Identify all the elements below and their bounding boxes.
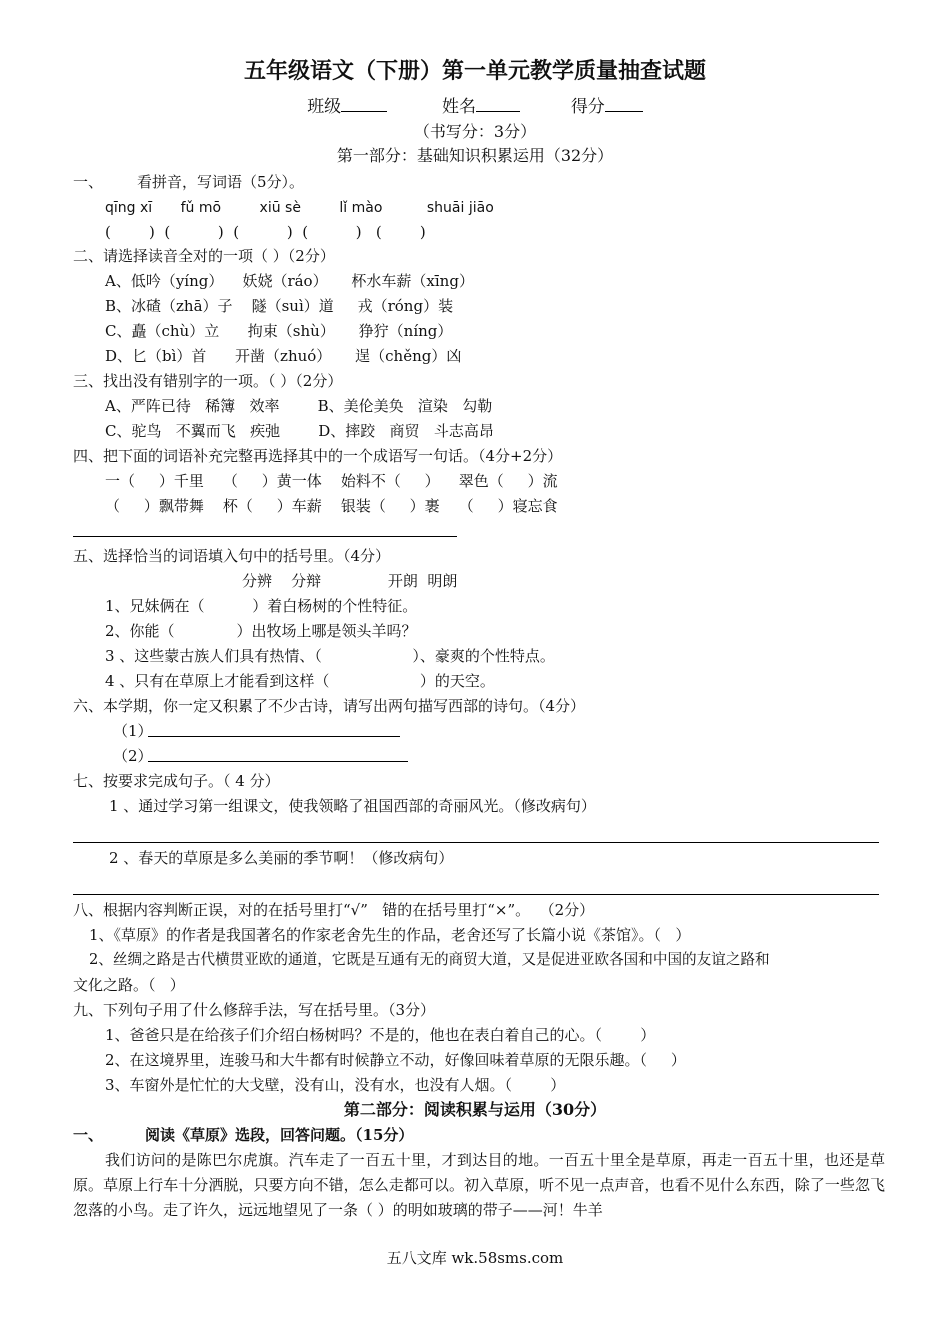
q4-idioms-row1[interactable]: 一（ ）千里 （ ）黄一体 始料不（ ） 翠色（ ）流 xyxy=(105,472,558,490)
reading-q1-text: 阅读《草原》选段，回答问题。（15分） xyxy=(145,1126,414,1144)
pinyin-item: xiū sè xyxy=(259,200,301,216)
q2-option-b[interactable]: B、冰碴（zhā）子 隧（suì）道 戎（róng）装 xyxy=(105,297,454,315)
pinyin-item: qīng xī xyxy=(105,200,153,216)
q9-item[interactable]: 1、爸爸只是在给孩子们介绍白杨树吗？不是的，他也在表白着自己的心。（ ） xyxy=(105,1026,656,1044)
reading-passage: 我们访问的是陈巴尔虎旗。汽车走了一百五十里，才到达目的地。一百五十里全是草原，再走一百五十里，也还是草原。草原上行车十分洒脱，只要方向不错，怎么走都可以。初入草原，听不见一点声音，也看不见什么东西，除了一些忽飞忽落的小鸟。走了许久，远远地望见了一条（ ）的明如玻璃的带子——河！牛羊 xyxy=(73,1151,885,1219)
q7-item-1: 1 、通过学习第一组课文，使我领略了祖国西部的奇丽风光。（修改病句） xyxy=(109,797,596,815)
name-label: 姓名 xyxy=(442,97,476,117)
q5-item[interactable]: 3 、这些蒙古族人们具有热情、（ ）、豪爽的个性特点。 xyxy=(105,647,555,665)
part2-title: 第二部分：阅读积累与运用（30分） xyxy=(343,1100,607,1119)
q1-answer-brackets[interactable]: ( ) ( ) ( ) ( ) ( ) xyxy=(105,223,426,241)
q5-word-choices: 分辨 分辩 开朗 明朗 xyxy=(242,572,458,590)
q8-item-1[interactable]: 1、《草原》的作者是我国著名的作家老舍先生的作品，老舍还写了长篇小说《茶馆》。（ ） xyxy=(89,926,691,944)
q8-heading: 八、根据内容判断正误，对的在括号里打“√” 错的在括号里打“×”。 （2分） xyxy=(73,901,595,919)
q3-options-ab[interactable]: A、严阵已待 稀簿 效率 B、美伦美奂 渲染 勾勒 xyxy=(105,397,493,415)
q5-item[interactable]: 2、你能（ ）出牧场上哪是领头羊吗？ xyxy=(105,622,417,640)
page-title: 五年级语文（下册）第一单元教学质量抽查试题 xyxy=(243,58,706,84)
writing-score: （书写分：3分） xyxy=(413,122,537,141)
q6-heading: 六、本学期，你一定又积累了不少古诗，请写出两句描写西部的诗句。（4分） xyxy=(73,697,586,715)
q5-item[interactable]: 4 、只有在草原上才能看到这样（ ）的天空。 xyxy=(105,672,495,690)
q8-item-2: 2、丝绸之路是古代横贯亚欧的通道，它既是互通有无的商贸大道，又是促进亚欧各国和中国的友谊之路和 xyxy=(89,951,770,968)
q5-heading: 五、选择恰当的词语填入句中的括号里。（4分） xyxy=(73,547,391,565)
q6-answer-line-2[interactable] xyxy=(148,761,408,762)
q4-idioms-row2[interactable]: （ ）飘带舞 杯（ ）车薪 银装（ ）裹 （ ）寝忘食 xyxy=(105,497,558,515)
class-label: 班级 xyxy=(307,97,342,117)
q1-pinyin-row xyxy=(105,198,494,218)
q9-heading: 九、下列句子用了什么修辞手法，写在括号里。（3分） xyxy=(73,1001,436,1019)
q2-option-a[interactable]: A、低吟（yíng） 妖娆（ráo） 杯水车薪（xīng） xyxy=(105,272,474,290)
q1-text: 看拼音，写词语（5分）。 xyxy=(137,173,305,191)
q1-number: 一、 xyxy=(73,173,104,191)
q7-item-2: 2 、春天的草原是多么美丽的季节啊！（修改病句） xyxy=(109,849,454,867)
q7-answer-line-2[interactable] xyxy=(73,894,879,895)
q6-item-2: （2） xyxy=(113,747,153,765)
pinyin-item: lǐ mào xyxy=(339,200,383,216)
q9-item[interactable]: 2、在这境界里，连骏马和大牛都有时候静立不动，好像回味着草原的无限乐趣。（ ） xyxy=(105,1051,686,1069)
q9-item[interactable]: 3、车窗外是忙忙的大戈壁，没有山，没有水，也没有人烟。（ ） xyxy=(105,1076,566,1094)
q7-heading: 七、按要求完成句子。（ 4 分） xyxy=(73,772,280,790)
reading-q1-number: 一、 xyxy=(73,1126,104,1144)
q1-heading xyxy=(73,172,304,192)
footer-watermark: 五八文库 wk.58sms.com xyxy=(386,1249,564,1267)
pinyin-item: shuāi jiāo xyxy=(426,200,494,216)
q7-answer-line-1[interactable] xyxy=(73,842,879,843)
class-blank[interactable] xyxy=(341,97,387,112)
q2-option-c[interactable]: C、矗（chù）立 拘束（shù） 狰狞（níng） xyxy=(105,322,453,340)
q5-item[interactable]: 1、兄妹俩在（ ）着白杨树的个性特征。 xyxy=(105,597,418,615)
q6-answer-line-1[interactable] xyxy=(148,736,400,737)
q4-heading: 四、把下面的词语补充完整再选择其中的一个成语写一句话。（4分+2分） xyxy=(73,447,563,465)
part1-title: 第一部分：基础知识积累运用（32分） xyxy=(336,146,614,165)
q2-heading: 二、请选择读音全对的一项（ ）（2分） xyxy=(73,247,335,265)
pinyin-item: fǔ mō xyxy=(180,200,222,216)
name-blank[interactable] xyxy=(476,97,520,112)
student-info-row xyxy=(0,96,950,118)
q3-options-cd[interactable]: C、驼鸟 不翼而飞 疾弛 D、摔跤 商贸 斗志高昂 xyxy=(105,422,494,440)
q8-item-2-cont[interactable]: 文化之路。（ ） xyxy=(73,976,185,994)
q4-sentence-line[interactable] xyxy=(73,536,457,537)
reading-q1-heading xyxy=(73,1125,413,1145)
q6-item-1: （1） xyxy=(113,722,153,740)
score-label: 得分 xyxy=(570,97,605,117)
q3-heading: 三、找出没有错别字的一项。（ ）（2分） xyxy=(73,372,343,390)
q2-option-d[interactable]: D、匕（bì）首 开凿（zhuó） 逞（chěng）凶 xyxy=(105,347,462,365)
score-blank[interactable] xyxy=(605,97,643,112)
